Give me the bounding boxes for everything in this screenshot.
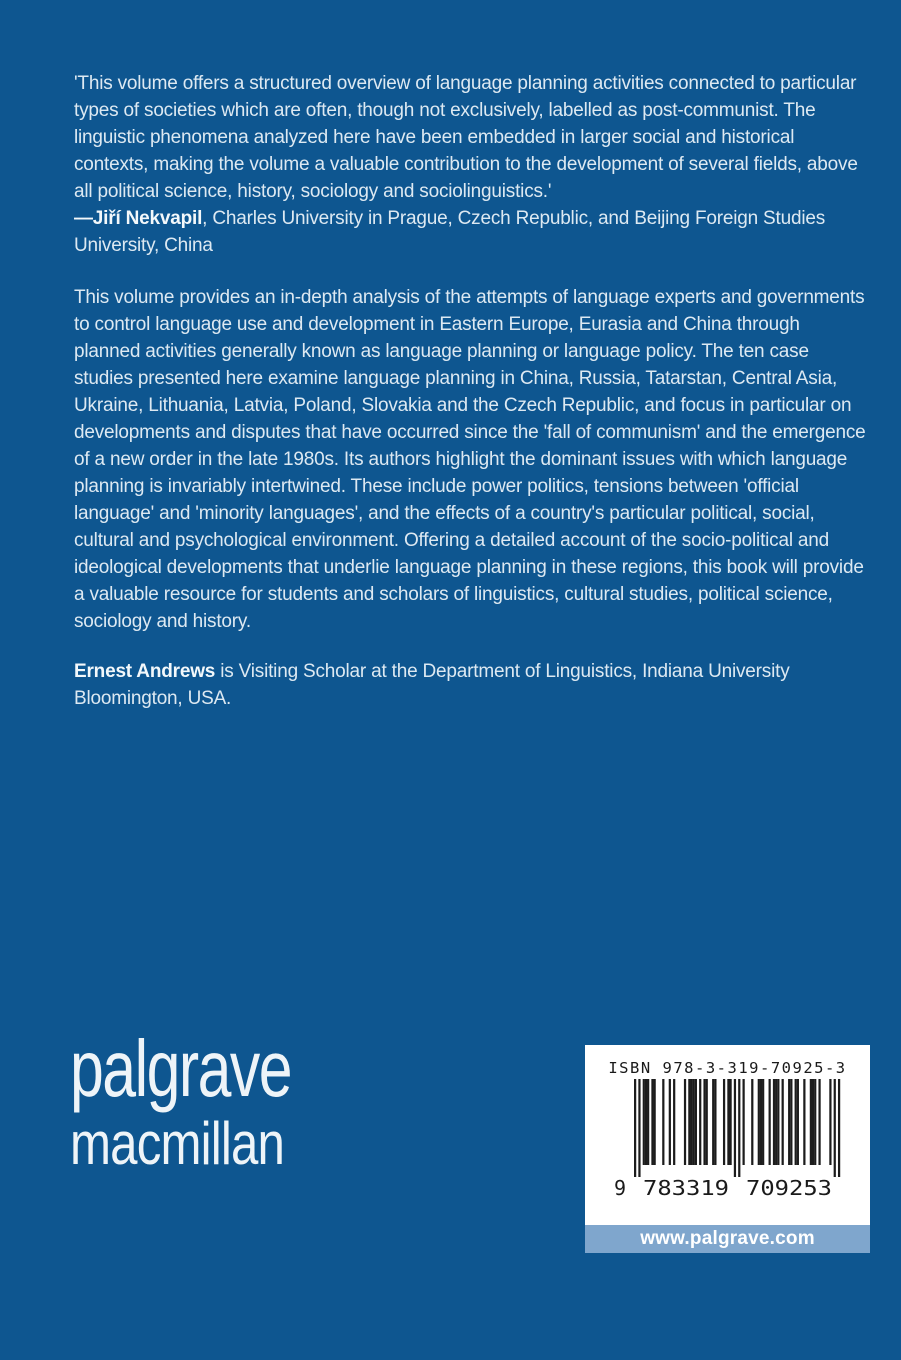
- publisher-logo-palgrave: palgrave: [70, 1024, 292, 1113]
- author-bio: [74, 658, 868, 712]
- review-quote: [74, 70, 868, 259]
- publisher-website: www.palgrave.com: [585, 1225, 870, 1253]
- svg-text:783319: 783319: [642, 1176, 729, 1200]
- publisher-logo-macmillan: macmillan: [70, 1110, 285, 1177]
- isbn-label: ISBN 978-3-319-70925-3: [608, 1059, 847, 1077]
- book-description: This volume provides an in-depth analysis of the attempts of language experts and governments to control language use and development in Eastern Europe, Eurasia and China through planned activities generally known as language planning or language policy. The ten case studies presented here examine language planning in China, Russia, Tatarstan, Central Asia, Ukraine, Lithuania, Latvia, Poland, Slovakia and the Czech Republic, and focus in particular on developments and disputes that have occurred since the 'fall of communism' and the emergence of a new order in the late 1980s. Its authors highlight the dominant issues with which language planning is invariably intertwined. These include power politics, tensions between 'official language' and 'minority languages', and the effects of a country's particular political, social, cultural and psychological environment. Offering a detailed account of the socio-political and ideological developments that underlie language planning in these regions, this book will provide a valuable resource for students and scholars of linguistics, cultural studies, political science, sociology and history.: [74, 287, 866, 632]
- ean13-barcode-icon: [608, 1079, 848, 1201]
- review-quote-text: 'This volume offers a structured overview of language planning activities connected to particular types of societies which are often, though not exclusively, labelled as post-communist. The linguistic phenomena analyzed here have been embedded in larger social and historical contexts, making the volume a valuable contribution to the development of several fields, above all political science, history, sociology and sociolinguistics.': [74, 73, 858, 202]
- publisher-logo: [70, 1024, 361, 1177]
- svg-text:9: 9: [613, 1176, 626, 1200]
- author-bio-text: is Visiting Scholar at the Department of Linguistics, Indiana University Bloomington, USA.: [74, 661, 790, 709]
- svg-text:709253: 709253: [745, 1176, 832, 1200]
- author-name: Ernest Andrews: [74, 661, 216, 682]
- review-attribution-affiliation: , Charles University in Prague, Czech Republic, and Beijing Foreign Studies University, China: [74, 208, 826, 256]
- review-attribution-name: —Jiří Nekvapil: [74, 208, 203, 229]
- isbn-barcode-panel: [585, 1045, 870, 1253]
